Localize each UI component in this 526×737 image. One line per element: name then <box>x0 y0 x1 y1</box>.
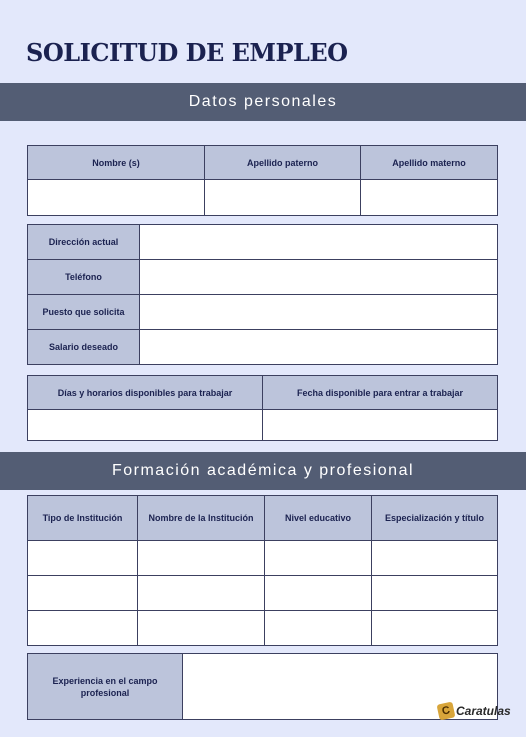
label-position-sought: Puesto que solicita <box>28 295 140 330</box>
education-table <box>27 495 498 646</box>
header-first-name: Nombre (s) <box>28 146 205 180</box>
table-row <box>28 611 498 646</box>
label-current-address: Dirección actual <box>28 225 140 260</box>
available-hours-field[interactable] <box>28 410 263 441</box>
institution-type-field[interactable] <box>28 611 138 646</box>
logo-text: Caratulas <box>456 704 511 718</box>
header-institution-name: Nombre de la Institución <box>138 496 265 541</box>
education-level-field[interactable] <box>265 576 372 611</box>
desired-salary-field[interactable] <box>140 330 498 365</box>
institution-type-field[interactable] <box>28 576 138 611</box>
section-header-academic: Formación académica y profesional <box>0 452 526 490</box>
table-row <box>28 576 498 611</box>
header-education-level: Nivel educativo <box>265 496 372 541</box>
names-table <box>27 145 498 216</box>
institution-name-field[interactable] <box>138 541 265 576</box>
phone-field[interactable] <box>140 260 498 295</box>
header-start-date: Fecha disponible para entrar a trabajar <box>263 376 498 410</box>
specialization-field[interactable] <box>372 541 498 576</box>
start-date-field[interactable] <box>263 410 498 441</box>
logo-badge-icon: C <box>437 702 456 721</box>
header-maternal-surname: Apellido materno <box>361 146 498 180</box>
paternal-surname-field[interactable] <box>205 180 361 216</box>
page-title: SOLICITUD DE EMPLEO <box>26 38 348 67</box>
institution-name-field[interactable] <box>138 576 265 611</box>
header-institution-type: Tipo de Institución <box>28 496 138 541</box>
label-desired-salary: Salario deseado <box>28 330 140 365</box>
current-address-field[interactable] <box>140 225 498 260</box>
contact-table <box>27 224 498 365</box>
availability-table <box>27 375 498 441</box>
experience-table <box>27 653 498 720</box>
label-phone: Teléfono <box>28 260 140 295</box>
specialization-field[interactable] <box>372 576 498 611</box>
table-row <box>28 541 498 576</box>
header-paternal-surname: Apellido paterno <box>205 146 361 180</box>
first-name-field[interactable] <box>28 180 205 216</box>
header-specialization: Especialización y título <box>372 496 498 541</box>
education-level-field[interactable] <box>265 611 372 646</box>
header-available-hours: Días y horarios disponibles para trabajar <box>28 376 263 410</box>
section-header-personal: Datos personales <box>0 83 526 121</box>
specialization-field[interactable] <box>372 611 498 646</box>
label-experience: Experiencia en el campo profesional <box>28 654 183 720</box>
institution-name-field[interactable] <box>138 611 265 646</box>
education-level-field[interactable] <box>265 541 372 576</box>
maternal-surname-field[interactable] <box>361 180 498 216</box>
position-sought-field[interactable] <box>140 295 498 330</box>
institution-type-field[interactable] <box>28 541 138 576</box>
caratulas-logo <box>438 703 511 719</box>
